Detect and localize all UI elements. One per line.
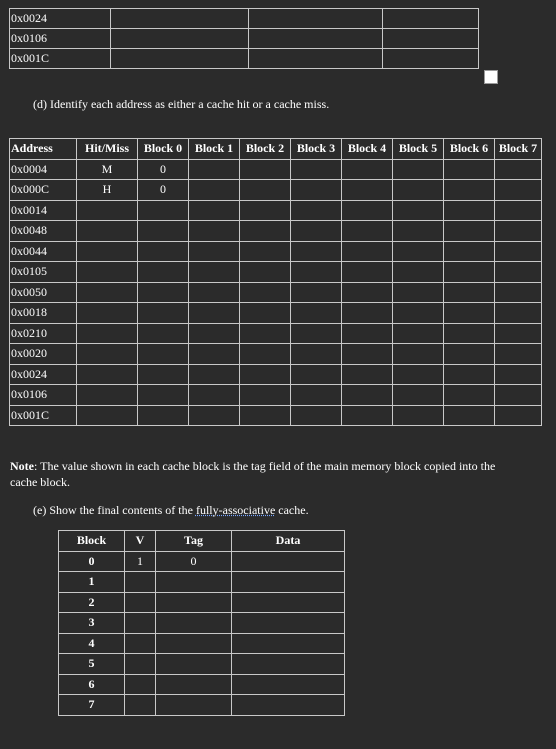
block-1-cell[interactable] bbox=[189, 323, 240, 344]
hit-miss-cell[interactable] bbox=[77, 385, 138, 406]
address-cell: 0x0024 bbox=[10, 364, 77, 385]
table-cell[interactable] bbox=[111, 9, 249, 29]
data-cell[interactable] bbox=[232, 674, 345, 695]
prompt-e-after: cache. bbox=[275, 503, 309, 517]
table-row bbox=[10, 29, 479, 49]
block-2-cell[interactable] bbox=[240, 323, 291, 344]
hit-miss-cell[interactable] bbox=[77, 303, 138, 324]
block-6-cell[interactable] bbox=[444, 262, 495, 283]
block-0-cell[interactable] bbox=[138, 344, 189, 365]
table-row bbox=[10, 159, 542, 180]
block-3-cell[interactable] bbox=[291, 385, 342, 406]
note-label: Note bbox=[10, 459, 34, 473]
block-1-cell[interactable] bbox=[189, 221, 240, 242]
block-7-cell[interactable] bbox=[495, 303, 542, 324]
hit-miss-cell[interactable] bbox=[77, 364, 138, 385]
block-5-cell[interactable] bbox=[393, 405, 444, 426]
block-1-cell[interactable] bbox=[189, 159, 240, 180]
valid-bit-cell[interactable]: 1 bbox=[125, 551, 156, 572]
table-row bbox=[59, 572, 345, 593]
table-cell[interactable] bbox=[383, 9, 479, 29]
block-0-cell[interactable] bbox=[138, 405, 189, 426]
block-3-cell[interactable] bbox=[291, 323, 342, 344]
address-cell: 0x0105 bbox=[10, 262, 77, 283]
data-cell[interactable] bbox=[232, 613, 345, 634]
hit-miss-cell[interactable] bbox=[77, 262, 138, 283]
data-cell[interactable] bbox=[232, 654, 345, 675]
tag-cell[interactable] bbox=[156, 674, 232, 695]
block-3-cell[interactable] bbox=[291, 159, 342, 180]
address-cell: 0x000C bbox=[10, 180, 77, 201]
column-header-block-7: Block 7 bbox=[495, 139, 542, 160]
column-header-block-3: Block 3 bbox=[291, 139, 342, 160]
header-row bbox=[59, 531, 345, 552]
block-5-cell[interactable] bbox=[393, 262, 444, 283]
table-row bbox=[10, 241, 542, 262]
block-number-cell: 2 bbox=[59, 592, 125, 613]
block-1-cell[interactable] bbox=[189, 180, 240, 201]
table-row bbox=[10, 364, 542, 385]
column-header-tag: Tag bbox=[156, 531, 232, 552]
block-0-cell[interactable] bbox=[138, 364, 189, 385]
valid-bit-cell[interactable] bbox=[125, 633, 156, 654]
table-cell[interactable] bbox=[249, 9, 383, 29]
block-number-cell: 4 bbox=[59, 633, 125, 654]
data-cell[interactable] bbox=[232, 551, 345, 572]
column-header-block-0: Block 0 bbox=[138, 139, 189, 160]
block-4-cell[interactable] bbox=[342, 221, 393, 242]
hit-miss-cell[interactable] bbox=[77, 200, 138, 221]
block-3-cell[interactable] bbox=[291, 405, 342, 426]
data-cell[interactable] bbox=[232, 633, 345, 654]
block-number-cell: 5 bbox=[59, 654, 125, 675]
block-4-cell[interactable] bbox=[342, 364, 393, 385]
table-cell[interactable] bbox=[249, 29, 383, 49]
column-header-data: Data bbox=[232, 531, 345, 552]
table-row bbox=[59, 613, 345, 634]
block-1-cell[interactable] bbox=[189, 344, 240, 365]
address-cell: 0x001C bbox=[10, 405, 77, 426]
valid-bit-cell[interactable] bbox=[125, 592, 156, 613]
block-0-cell[interactable] bbox=[138, 282, 189, 303]
block-5-cell[interactable] bbox=[393, 323, 444, 344]
block-7-cell[interactable] bbox=[495, 262, 542, 283]
block-6-cell[interactable] bbox=[444, 282, 495, 303]
block-2-cell[interactable] bbox=[240, 221, 291, 242]
tag-cell[interactable]: 0 bbox=[156, 551, 232, 572]
block-2-cell[interactable] bbox=[240, 282, 291, 303]
block-2-cell[interactable] bbox=[240, 159, 291, 180]
tag-cell[interactable] bbox=[156, 613, 232, 634]
table-row bbox=[10, 282, 542, 303]
valid-bit-cell[interactable] bbox=[125, 654, 156, 675]
block-6-cell[interactable] bbox=[444, 241, 495, 262]
block-4-cell[interactable] bbox=[342, 241, 393, 262]
block-3-cell[interactable] bbox=[291, 221, 342, 242]
block-1-cell[interactable] bbox=[189, 303, 240, 324]
table-row bbox=[10, 49, 479, 69]
tag-cell[interactable] bbox=[156, 572, 232, 593]
block-7-cell[interactable] bbox=[495, 159, 542, 180]
data-cell[interactable] bbox=[232, 695, 345, 716]
block-number-cell: 3 bbox=[59, 613, 125, 634]
block-3-cell[interactable] bbox=[291, 180, 342, 201]
block-5-cell[interactable] bbox=[393, 282, 444, 303]
block-7-cell[interactable] bbox=[495, 385, 542, 406]
block-4-cell[interactable] bbox=[342, 200, 393, 221]
column-header-block-4: Block 4 bbox=[342, 139, 393, 160]
hit-miss-cell[interactable]: M bbox=[77, 159, 138, 180]
block-number-cell: 0 bbox=[59, 551, 125, 572]
previous-cache-table bbox=[9, 8, 479, 69]
address-cell: 0x0048 bbox=[10, 221, 77, 242]
block-7-cell[interactable] bbox=[495, 241, 542, 262]
table-row bbox=[10, 9, 479, 29]
hit-miss-cell[interactable] bbox=[77, 323, 138, 344]
block-1-cell[interactable] bbox=[189, 364, 240, 385]
block-7-cell[interactable] bbox=[495, 323, 542, 344]
column-header-block-1: Block 1 bbox=[189, 139, 240, 160]
final-cache-table bbox=[58, 530, 345, 716]
block-number-cell: 7 bbox=[59, 695, 125, 716]
column-header-block-5: Block 5 bbox=[393, 139, 444, 160]
address-cell: 0x0020 bbox=[10, 344, 77, 365]
block-0-cell[interactable] bbox=[138, 385, 189, 406]
block-5-cell[interactable] bbox=[393, 200, 444, 221]
hit-miss-cell[interactable] bbox=[77, 282, 138, 303]
table-row bbox=[10, 221, 542, 242]
block-7-cell[interactable] bbox=[495, 282, 542, 303]
block-1-cell[interactable] bbox=[189, 200, 240, 221]
block-0-cell[interactable] bbox=[138, 200, 189, 221]
address-cell: 0x0004 bbox=[10, 159, 77, 180]
block-3-cell[interactable] bbox=[291, 200, 342, 221]
table-row bbox=[10, 323, 542, 344]
note-text: : The value shown in each cache block is the tag field of the main memory block copied into the cache block. bbox=[10, 459, 496, 489]
note-paragraph bbox=[10, 458, 520, 490]
block-5-cell[interactable] bbox=[393, 159, 444, 180]
column-header-address: Address bbox=[10, 139, 77, 160]
block-3-cell[interactable] bbox=[291, 303, 342, 324]
block-1-cell[interactable] bbox=[189, 241, 240, 262]
block-0-cell[interactable] bbox=[138, 221, 189, 242]
hit-miss-cell[interactable] bbox=[77, 405, 138, 426]
block-7-cell[interactable] bbox=[495, 221, 542, 242]
prompt-e-before: (e) Show the final contents of the bbox=[33, 503, 196, 517]
block-5-cell[interactable] bbox=[393, 180, 444, 201]
hit-miss-cell[interactable] bbox=[77, 221, 138, 242]
block-4-cell[interactable] bbox=[342, 344, 393, 365]
table-row bbox=[59, 592, 345, 613]
block-5-cell[interactable] bbox=[393, 221, 444, 242]
address-cell: 0x001C bbox=[10, 49, 111, 69]
data-cell[interactable] bbox=[232, 572, 345, 593]
block-1-cell[interactable] bbox=[189, 262, 240, 283]
block-4-cell[interactable] bbox=[342, 282, 393, 303]
table-row bbox=[10, 200, 542, 221]
hit-miss-cell[interactable]: H bbox=[77, 180, 138, 201]
table-cell[interactable] bbox=[111, 49, 249, 69]
valid-bit-cell[interactable] bbox=[125, 613, 156, 634]
block-4-cell[interactable] bbox=[342, 323, 393, 344]
block-3-cell[interactable] bbox=[291, 282, 342, 303]
block-6-cell[interactable] bbox=[444, 385, 495, 406]
valid-bit-cell[interactable] bbox=[125, 674, 156, 695]
block-0-cell[interactable]: 0 bbox=[138, 159, 189, 180]
tag-cell[interactable] bbox=[156, 695, 232, 716]
block-2-cell[interactable] bbox=[240, 200, 291, 221]
block-6-cell[interactable] bbox=[444, 405, 495, 426]
block-3-cell[interactable] bbox=[291, 364, 342, 385]
block-7-cell[interactable] bbox=[495, 405, 542, 426]
block-1-cell[interactable] bbox=[189, 282, 240, 303]
question-d-prompt: (d) Identify each address as either a cache hit or a cache miss. bbox=[33, 97, 330, 111]
hit-miss-table bbox=[9, 138, 542, 426]
block-6-cell[interactable] bbox=[444, 323, 495, 344]
tag-cell[interactable] bbox=[156, 592, 232, 613]
block-5-cell[interactable] bbox=[393, 344, 444, 365]
address-cell: 0x0106 bbox=[10, 385, 77, 406]
valid-bit-cell[interactable] bbox=[125, 572, 156, 593]
block-2-cell[interactable] bbox=[240, 180, 291, 201]
block-2-cell[interactable] bbox=[240, 344, 291, 365]
column-header-hit-miss: Hit/Miss bbox=[77, 139, 138, 160]
block-4-cell[interactable] bbox=[342, 262, 393, 283]
block-7-cell[interactable] bbox=[495, 180, 542, 201]
block-7-cell[interactable] bbox=[495, 200, 542, 221]
data-cell[interactable] bbox=[232, 592, 345, 613]
valid-bit-cell[interactable] bbox=[125, 695, 156, 716]
table-cell[interactable] bbox=[383, 29, 479, 49]
table-row bbox=[10, 344, 542, 365]
block-0-cell[interactable] bbox=[138, 323, 189, 344]
block-4-cell[interactable] bbox=[342, 405, 393, 426]
block-number-cell: 6 bbox=[59, 674, 125, 695]
block-6-cell[interactable] bbox=[444, 364, 495, 385]
address-cell: 0x0044 bbox=[10, 241, 77, 262]
table-cell[interactable] bbox=[249, 49, 383, 69]
block-0-cell[interactable]: 0 bbox=[138, 180, 189, 201]
block-0-cell[interactable] bbox=[138, 262, 189, 283]
block-2-cell[interactable] bbox=[240, 405, 291, 426]
table-row bbox=[10, 303, 542, 324]
block-7-cell[interactable] bbox=[495, 344, 542, 365]
prompt-e-underlined: fully-associative bbox=[195, 503, 276, 517]
address-cell: 0x0050 bbox=[10, 282, 77, 303]
block-number-cell: 1 bbox=[59, 572, 125, 593]
block-5-cell[interactable] bbox=[393, 241, 444, 262]
block-4-cell[interactable] bbox=[342, 303, 393, 324]
block-2-cell[interactable] bbox=[240, 364, 291, 385]
table-row bbox=[10, 180, 542, 201]
question-e-prompt bbox=[33, 503, 309, 518]
block-6-cell[interactable] bbox=[444, 344, 495, 365]
hit-miss-cell[interactable] bbox=[77, 344, 138, 365]
tag-cell[interactable] bbox=[156, 633, 232, 654]
hit-miss-cell[interactable] bbox=[77, 241, 138, 262]
block-3-cell[interactable] bbox=[291, 262, 342, 283]
block-4-cell[interactable] bbox=[342, 159, 393, 180]
table-row bbox=[59, 633, 345, 654]
block-6-cell[interactable] bbox=[444, 303, 495, 324]
block-6-cell[interactable] bbox=[444, 159, 495, 180]
table-row bbox=[59, 551, 345, 572]
block-1-cell[interactable] bbox=[189, 405, 240, 426]
table-row bbox=[10, 262, 542, 283]
checkbox[interactable] bbox=[484, 70, 498, 84]
tag-cell[interactable] bbox=[156, 654, 232, 675]
column-header-v: V bbox=[125, 531, 156, 552]
block-6-cell[interactable] bbox=[444, 180, 495, 201]
table-row bbox=[10, 405, 542, 426]
block-1-cell[interactable] bbox=[189, 385, 240, 406]
block-2-cell[interactable] bbox=[240, 262, 291, 283]
column-header-block: Block bbox=[59, 531, 125, 552]
table-row bbox=[10, 385, 542, 406]
table-cell[interactable] bbox=[111, 29, 249, 49]
block-2-cell[interactable] bbox=[240, 241, 291, 262]
block-2-cell[interactable] bbox=[240, 303, 291, 324]
address-cell: 0x0106 bbox=[10, 29, 111, 49]
address-cell: 0x0024 bbox=[10, 9, 111, 29]
block-2-cell[interactable] bbox=[240, 385, 291, 406]
block-3-cell[interactable] bbox=[291, 344, 342, 365]
block-0-cell[interactable] bbox=[138, 303, 189, 324]
block-7-cell[interactable] bbox=[495, 364, 542, 385]
table-row bbox=[59, 654, 345, 675]
block-4-cell[interactable] bbox=[342, 180, 393, 201]
table-row bbox=[59, 674, 345, 695]
block-0-cell[interactable] bbox=[138, 241, 189, 262]
column-header-block-2: Block 2 bbox=[240, 139, 291, 160]
block-4-cell[interactable] bbox=[342, 385, 393, 406]
block-6-cell[interactable] bbox=[444, 200, 495, 221]
table-row bbox=[59, 695, 345, 716]
header-row bbox=[10, 139, 542, 160]
table-cell[interactable] bbox=[383, 49, 479, 69]
address-cell: 0x0014 bbox=[10, 200, 77, 221]
address-cell: 0x0210 bbox=[10, 323, 77, 344]
block-5-cell[interactable] bbox=[393, 385, 444, 406]
block-6-cell[interactable] bbox=[444, 221, 495, 242]
block-5-cell[interactable] bbox=[393, 364, 444, 385]
address-cell: 0x0018 bbox=[10, 303, 77, 324]
block-3-cell[interactable] bbox=[291, 241, 342, 262]
block-5-cell[interactable] bbox=[393, 303, 444, 324]
column-header-block-6: Block 6 bbox=[444, 139, 495, 160]
